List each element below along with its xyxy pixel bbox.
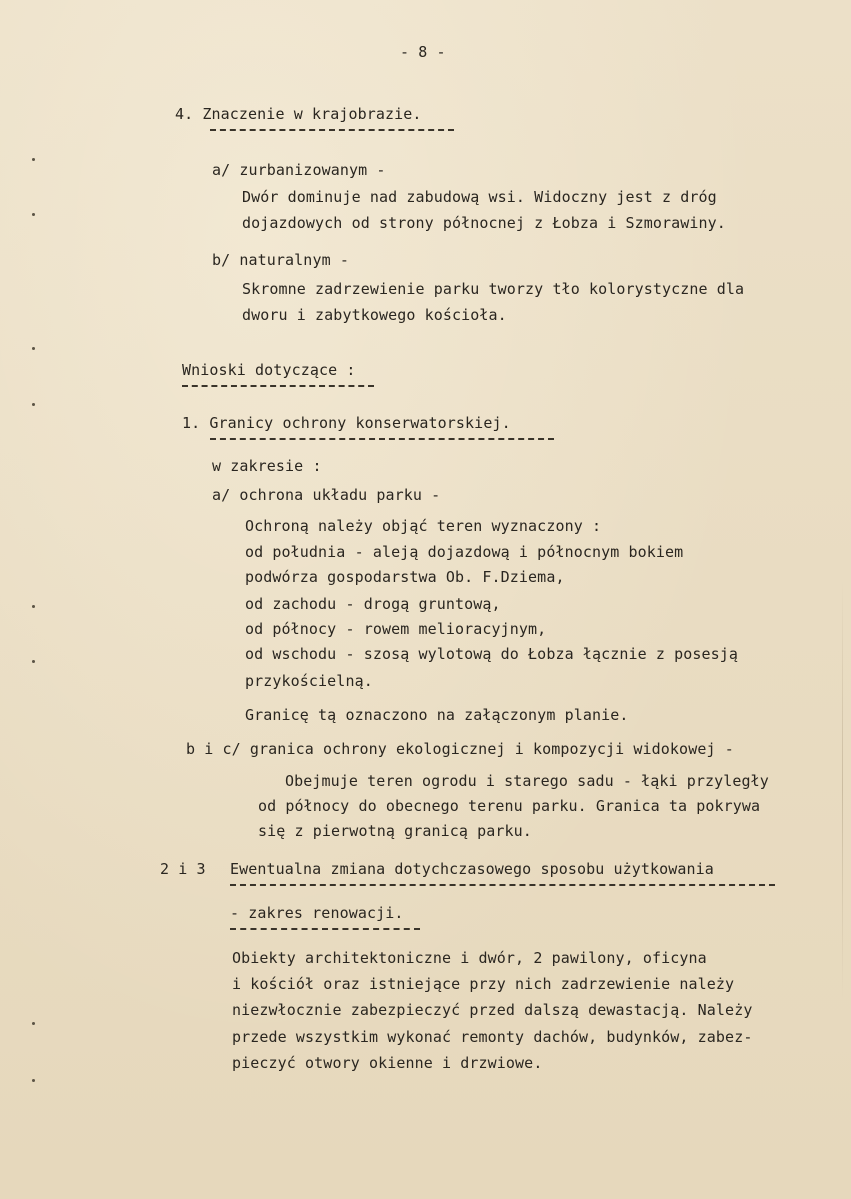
granice-line: Granicę tą oznaczono na załączonym planie. bbox=[245, 706, 629, 724]
wnioski-underline bbox=[182, 385, 374, 387]
section-4-title: 4. Znaczenie w krajobrazie. bbox=[175, 105, 422, 123]
binder-hole-mark bbox=[32, 403, 35, 406]
a-text-line: Dwór dominuje nad zabudową wsi. Widoczny jest z dróg bbox=[242, 188, 717, 206]
binder-hole-mark bbox=[32, 347, 35, 350]
a2-label: a/ ochrona układu parku - bbox=[212, 486, 441, 504]
section-23-title-2: - zakres renowacji. bbox=[230, 904, 404, 922]
a2-line: Ochroną należy objąć teren wyznaczony : bbox=[245, 517, 602, 535]
section-4-underline bbox=[210, 129, 454, 131]
final-line: i kościół oraz istniejące przy nich zadrzewienie należy bbox=[232, 975, 735, 993]
a2-line: podwórza gospodarstwa Ob. F.Dziema, bbox=[245, 568, 565, 586]
binder-hole-mark bbox=[32, 605, 35, 608]
b-text-line: Skromne zadrzewienie parku tworzy tło kolorystyczne dla bbox=[242, 280, 745, 298]
bc-line: od północy do obecnego terenu parku. Granica ta pokrywa bbox=[258, 797, 761, 815]
section-23-underline-2 bbox=[230, 928, 420, 930]
final-line: przede wszystkim wykonać remonty dachów, budynków, zabez- bbox=[232, 1028, 753, 1046]
b-label: b/ naturalnym - bbox=[212, 251, 349, 269]
a2-line: od północy - rowem melioracyjnym, bbox=[245, 620, 547, 638]
final-line: niezwłocznie zabezpieczyć przed dalszą dewastacją. Należy bbox=[232, 1001, 753, 1019]
section-23-title: Ewentualna zmiana dotychczasowego sposobu użytkowania bbox=[230, 860, 714, 878]
a2-line: przykościelną. bbox=[245, 672, 373, 690]
section-23-underline bbox=[230, 884, 775, 886]
binder-hole-mark bbox=[32, 158, 35, 161]
bc-line: się z pierwotną granicą parku. bbox=[258, 822, 532, 840]
page-number: - 8 - bbox=[400, 43, 446, 61]
final-line: Obiekty architektoniczne i dwór, 2 pawilony, oficyna bbox=[232, 949, 707, 967]
a-text-line: dojazdowych od strony północnej z Łobza i Szmorawiny. bbox=[242, 214, 726, 232]
bc-line: Obejmuje teren ogrodu i starego sadu - łąki przyległy bbox=[285, 772, 769, 790]
section-1-title: 1. Granicy ochrony konserwatorskiej. bbox=[182, 414, 511, 432]
a-label: a/ zurbanizowanym - bbox=[212, 161, 386, 179]
binder-hole-mark bbox=[32, 1022, 35, 1025]
wnioski-title: Wnioski dotyczące : bbox=[182, 361, 356, 379]
binder-hole-mark bbox=[32, 1079, 35, 1082]
paper-crease bbox=[842, 580, 843, 1000]
b-text-line: dworu i zabytkowego kościoła. bbox=[242, 306, 507, 324]
a2-line: od wschodu - szosą wylotową do Łobza łącznie z posesją bbox=[245, 645, 739, 663]
bc-label: b i c/ granica ochrony ekologicznej i kompozycji widokowej - bbox=[186, 740, 734, 758]
binder-hole-mark bbox=[32, 660, 35, 663]
section-1-underline bbox=[210, 438, 554, 440]
binder-hole-mark bbox=[32, 213, 35, 216]
a2-line: od południa - aleją dojazdową i północnym bokiem bbox=[245, 543, 684, 561]
w-zakresie: w zakresie : bbox=[212, 457, 322, 475]
final-line: pieczyć otwory okienne i drzwiowe. bbox=[232, 1054, 543, 1072]
a2-line: od zachodu - drogą gruntową, bbox=[245, 595, 501, 613]
section-23-number: 2 i 3 bbox=[160, 860, 206, 878]
